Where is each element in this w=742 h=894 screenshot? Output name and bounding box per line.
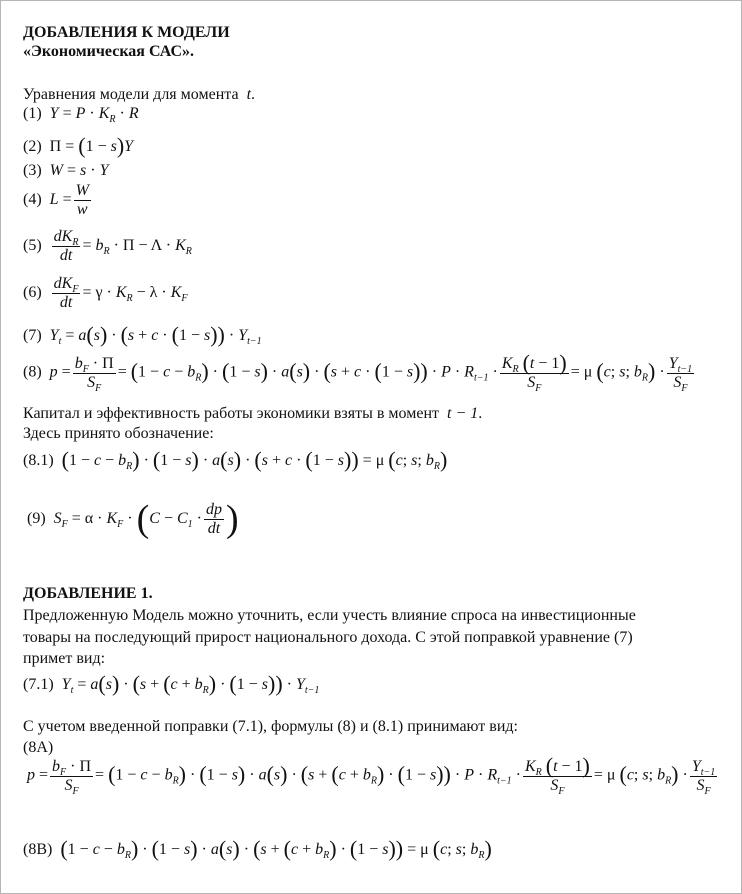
equation-4: (4) L = $\frac{W}{w}$ — [23, 182, 89, 218]
equation-9-label: (9) — [27, 510, 46, 527]
equation-3: (3) W = s · Y — [23, 162, 109, 179]
equation-9: (9) $S_F = \alpha \cdot K_F \cdot (C - C_1$ · $\frac{dp}{dt}$ ) — [27, 498, 239, 540]
equation-2-label: (2) — [23, 138, 42, 155]
equation-1: (1) $Y = P \cdot K_R \cdot R$ — [23, 105, 139, 125]
equation-7-1-label: (7.1) — [23, 676, 54, 693]
notation-note: Здесь принято обозначение: — [23, 425, 214, 442]
addendum-paragraph-line-3: примет вид: — [23, 650, 106, 667]
intro-period: . — [251, 86, 256, 103]
equation-6: (6) $\frac{dK_F}{dt}$ = $\gamma \cdot K_R - \lambda \cdot K_F$ — [23, 275, 188, 311]
addendum-heading: ДОБАВЛЕНИЕ 1. — [23, 585, 153, 602]
equation-7-1: (7.1) $Y_t = a(s) \cdot (s + (c + b_R) \cdot (1 - s)) \cdot Y_{t-1}$ — [23, 671, 320, 696]
equation-8a-label: (8A) — [23, 739, 54, 756]
equation-5-label: (5) — [23, 237, 42, 255]
equation-8-1-label: (8.1) — [23, 452, 54, 469]
equation-7-label: (7) — [23, 327, 42, 344]
document-subtitle: «Экономическая САС». — [23, 43, 195, 60]
equation-8a: p = $\frac{b_F \cdot \Pi}{S_F}$ = $(1 - c - b_R) \cdot (1 - s) \cdot a(s) \cdot (s + (c + b_R) \cdot (1 - s)) \cdot P \cdot R_{t-1}$ · $\frac{K_R (t - 1)}{S_F}$ = μ (c; s; $b_R$) · $\frac{Y_{t-1}}{S_F}$ — [27, 753, 716, 797]
equation-8-label: (8) — [23, 363, 42, 381]
equation-5: (5) $\frac{dK_R}{dt}$ = $b_R \cdot \Pi - \Lambda \cdot K_R$ — [23, 228, 192, 264]
addendum-paragraph-line-2: товары на последующий прирост национального дохода. С этой поправкой уравнение (7) — [23, 629, 633, 646]
equation-8b-label: (8B) — [23, 841, 53, 858]
equation-8: (8) p = $\frac{b_F \cdot \Pi}{S_F}$ = $(1 - c - b_R) \cdot (1 - s) \cdot a(s) \cdot (s + c \cdot (1 - s)) \cdot P \cdot R_{t-1}$ · $\frac{K_R (t - 1)}{S_F}$ = μ (c; s; $b_R$) · $\frac{Y_{t-1}}{S_F}$ — [23, 350, 693, 394]
addendum-paragraph-line-1: Предложенную Модель можно уточнить, если учесть влияние спроса на инвестиционные — [23, 607, 636, 624]
equation-8b: (8B) $(1 - c - b_R) \cdot (1 - s) \cdot a(s) \cdot (s + (c + b_R) \cdot (1 - s)) = \mu$ (c; s; $b_R$) — [23, 836, 492, 861]
equation-1-label: (1) — [23, 105, 42, 122]
capital-note-text: Капитал и эффективность работы экономики взяты в момент — [23, 405, 440, 422]
moment-symbol: t — [246, 86, 252, 103]
capital-period: . — [478, 405, 483, 422]
equation-8-1: (8.1) $(1 - c - b_R) \cdot (1 - s) \cdot a(s) \cdot (s + c \cdot (1 - s)) = \mu$ (c; s; $b_R$) — [23, 447, 448, 472]
equations-intro-text: Уравнения модели для момента — [23, 86, 239, 103]
equation-3-label: (3) — [23, 162, 42, 179]
document-title: ДОБАВЛЕНИЯ К МОДЕЛИ — [23, 24, 230, 41]
equation-2: (2) Π = (1 − s)Y — [23, 133, 134, 158]
correction-text: С учетом введенной поправки (7.1), формулы (8) и (8.1) принимают вид: — [23, 718, 518, 735]
equation-6-label: (6) — [23, 284, 42, 302]
equations-intro — [23, 85, 255, 104]
capital-note — [23, 404, 482, 423]
capital-moment: t − 1 — [447, 405, 479, 422]
equation-7: (7) $Y_t = a(s) \cdot (s + c \cdot (1 - s)) \cdot Y_{t-1}$ — [23, 322, 262, 347]
equation-4-label: (4) — [23, 191, 42, 209]
